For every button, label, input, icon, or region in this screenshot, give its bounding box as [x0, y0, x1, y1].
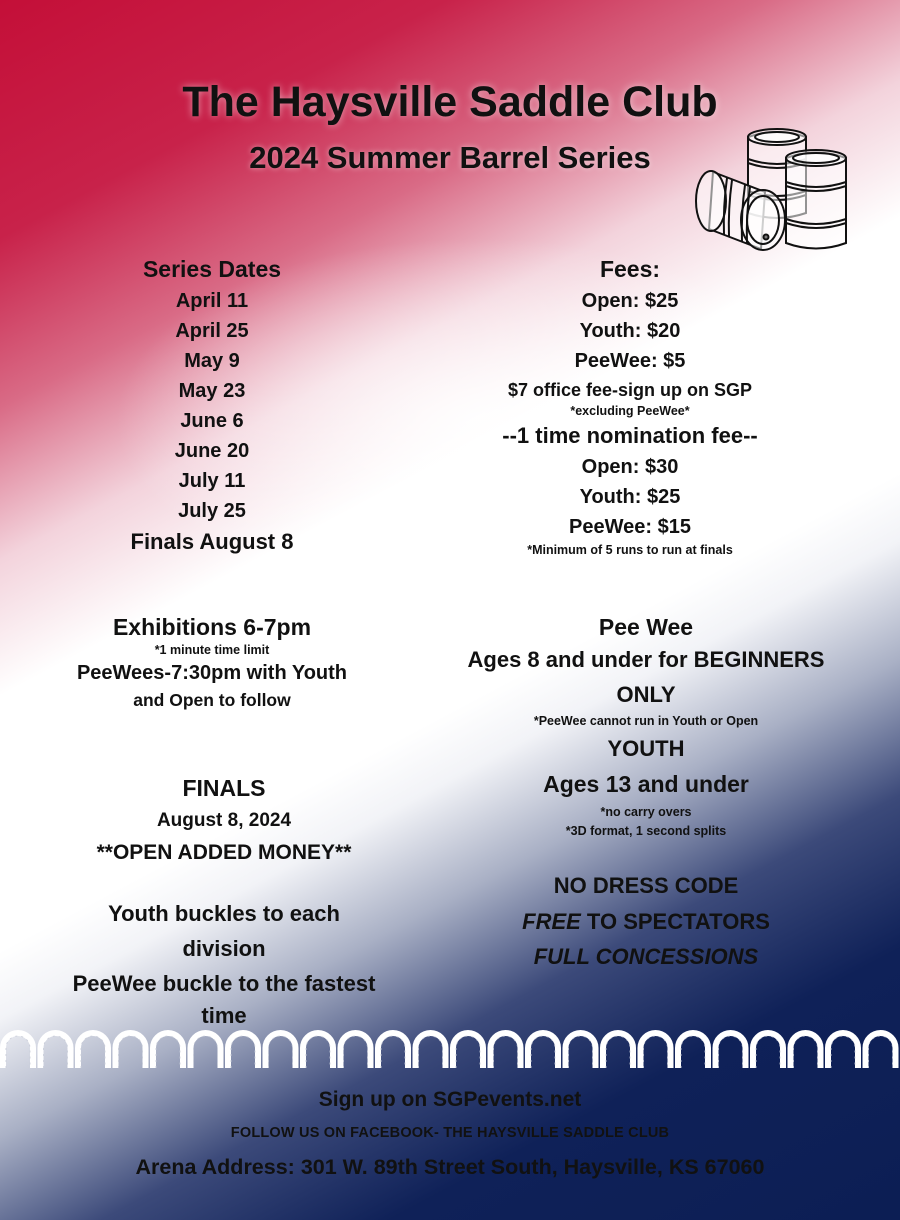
office-fee-note: *excluding PeeWee*: [570, 404, 690, 418]
horseshoe-icon: [78, 1033, 108, 1068]
series-dates-section: [62, 255, 362, 557]
horseshoe-icon: [791, 1033, 821, 1068]
youth-note-2: *3D format, 1 second splits: [565, 824, 727, 838]
horseshoe-icon: [491, 1033, 521, 1068]
series-date: April 11: [175, 290, 249, 312]
horseshoe-row: [0, 1028, 900, 1072]
peewee-note: *PeeWee cannot run in Youth or Open: [533, 714, 759, 728]
nomination-heading: --1 time nomination fee--: [502, 423, 758, 448]
horseshoe-icon: [341, 1033, 371, 1068]
free-word: FREE: [522, 909, 581, 934]
horseshoe-icon: [416, 1033, 446, 1068]
arena-address: Arena Address: 301 W. 89th Street South, Haysville, KS 67060: [135, 1155, 765, 1179]
facebook-text: FOLLOW US ON FACEBOOK- THE HAYSVILLE SADDLE CLUB: [230, 1125, 670, 1141]
series-date: July 11: [178, 470, 246, 492]
horseshoe-icon: [378, 1033, 408, 1068]
youth-section: [420, 734, 872, 842]
horseshoe-icon: [753, 1033, 783, 1068]
fees-section: [460, 255, 800, 558]
horseshoe-icon: [866, 1033, 896, 1068]
finals-peewee-2: time: [201, 1003, 247, 1028]
finals-added-money: **OPEN ADDED MONEY**: [96, 841, 352, 864]
horseshoe-icon: [603, 1033, 633, 1068]
nom-fee-open: Open: $30: [581, 456, 679, 478]
fees-heading: Fees:: [599, 256, 661, 282]
series-date: April 25: [175, 320, 249, 342]
horseshoe-icon: [303, 1033, 333, 1068]
finals-buckles-2: division: [182, 936, 266, 961]
page-title: The Haysville Saddle Club: [182, 78, 718, 126]
fee-peewee: PeeWee: $5: [574, 350, 686, 372]
free-spectators: [420, 902, 872, 942]
peewee-line1: Ages 8 and under for BEGINNERS: [467, 647, 825, 672]
horseshoe-icon: [828, 1033, 858, 1068]
horseshoe-icon: [41, 1033, 71, 1068]
exhibitions-line2: and Open to follow: [133, 690, 291, 710]
dress-code: NO DRESS CODE: [553, 873, 739, 898]
finals-peewee-1: PeeWee buckle to the fastest: [72, 971, 376, 996]
finals-date-line: Finals August 8: [130, 529, 294, 554]
finals-date: August 8, 2024: [156, 810, 292, 831]
series-dates-list: [62, 286, 362, 526]
horseshoe-icon: [528, 1033, 558, 1068]
fee-youth: Youth: $20: [579, 320, 681, 342]
finals-section: [42, 772, 406, 1031]
peewee-section: [420, 612, 872, 730]
horseshoe-icon: [228, 1033, 258, 1068]
horseshoe-icon: [678, 1033, 708, 1068]
finals-heading: FINALS: [182, 775, 266, 801]
nom-fee-youth: Youth: $25: [579, 486, 681, 508]
horseshoe-icon: [566, 1033, 596, 1068]
youth-note-1: *no carry overs: [600, 805, 692, 819]
finals-buckles-1: Youth buckles to each: [108, 901, 340, 926]
series-date: June 6: [180, 410, 244, 432]
series-date: May 9: [184, 350, 240, 372]
youth-heading: YOUTH: [607, 736, 685, 761]
spectators-text: TO SPECTATORS: [580, 909, 770, 934]
signup-text: Sign up on SGPevents.net: [318, 1088, 582, 1111]
concessions: FULL CONCESSIONS: [533, 944, 759, 969]
exhibitions-section: [42, 612, 382, 712]
horseshoe-icon: [641, 1033, 671, 1068]
barrels-icon: [693, 125, 853, 255]
office-fee: $7 office fee-sign up on SGP: [507, 380, 753, 400]
series-date: May 23: [178, 380, 246, 402]
horseshoe-icon: [266, 1033, 296, 1068]
page-subtitle: 2024 Summer Barrel Series: [249, 140, 651, 175]
youth-ages: Ages 13 and under: [543, 771, 749, 797]
extras-section: [420, 870, 872, 972]
fee-open: Open: $25: [581, 290, 679, 312]
horseshoe-icon: [716, 1033, 746, 1068]
horseshoe-icon: [116, 1033, 146, 1068]
series-date: July 25: [178, 500, 246, 522]
nom-fee-note: *Minimum of 5 runs to run at finals: [527, 543, 733, 557]
horseshoe-icon: [191, 1033, 221, 1068]
exhibitions-line1: PeeWees-7:30pm with Youth: [76, 662, 348, 684]
series-dates-heading: Series Dates: [142, 256, 282, 282]
peewee-line2: ONLY: [616, 682, 676, 707]
horseshoe-icon: [453, 1033, 483, 1068]
exhibitions-heading: Exhibitions 6-7pm: [112, 614, 312, 640]
exhibitions-note: *1 minute time limit: [154, 643, 270, 657]
horseshoe-icon: [153, 1033, 183, 1068]
nom-fee-peewee: PeeWee: $15: [569, 516, 691, 538]
series-date: June 20: [174, 440, 250, 462]
horseshoe-icon: [3, 1033, 33, 1068]
peewee-heading: Pee Wee: [598, 614, 694, 640]
